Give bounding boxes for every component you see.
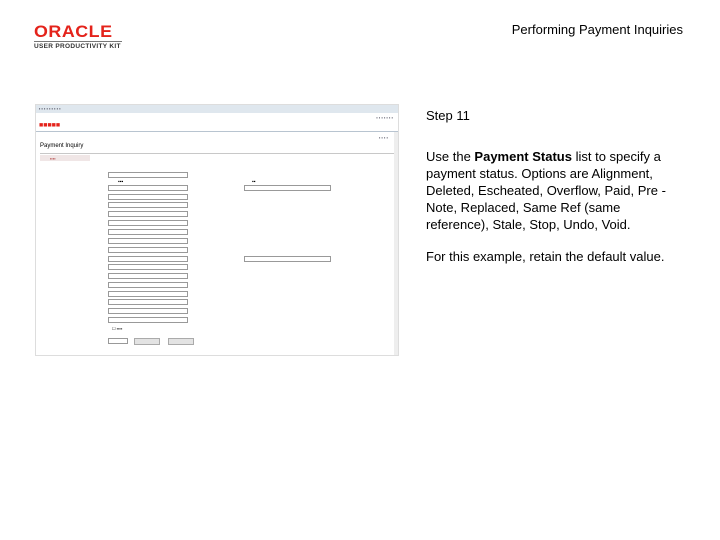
screenshot-title-rule	[40, 153, 394, 154]
screenshot-clear-button	[168, 338, 194, 345]
screenshot-breadcrumbs: ▪ ▪ ▪ ▪ ▪ ▪ ▪ ▪ ▪	[39, 106, 61, 111]
screenshot-max-rows-input	[108, 338, 128, 344]
single-payment-checkbox: ☐ ▪▪▪▪	[112, 326, 123, 331]
from-column-header: ▪▪▪	[118, 179, 124, 185]
step-instructions	[426, 148, 686, 233]
screenshot-input-6	[108, 229, 188, 235]
screenshot-input-7	[108, 238, 188, 244]
screenshot-input-1	[108, 185, 188, 191]
step-title: Step 11	[426, 108, 470, 123]
to-column-header: ▪▪	[252, 179, 256, 185]
screenshot-scrollbar	[394, 132, 398, 355]
screenshot-to-input-0	[244, 185, 331, 191]
screenshot-divider	[36, 131, 398, 132]
application-screenshot	[35, 104, 399, 356]
screenshot-input-5	[108, 220, 188, 226]
screenshot-input-13	[108, 291, 188, 297]
screenshot-input-15	[108, 308, 188, 314]
search-criteria-label: ▪▪▪▪	[50, 156, 56, 161]
screenshot-brand-logo: ■■■■■	[39, 122, 61, 129]
screenshot-input-14	[108, 299, 188, 305]
oracle-wordmark: ORACLE	[34, 22, 113, 41]
logo-subtitle: USER PRODUCTIVITY KIT	[34, 43, 121, 50]
step-note: For this example, retain the default value.	[426, 249, 665, 264]
payment-status-field-name: Payment Status	[474, 149, 572, 164]
screenshot-page-title: Payment Inquiry	[40, 143, 84, 149]
screenshot-window-links: ▪ ▪ ▪ ▪	[378, 135, 388, 140]
screenshot-input-8	[108, 247, 188, 253]
screenshot-input-16	[108, 317, 188, 323]
screenshot-input-9	[108, 256, 188, 262]
screenshot-input-2	[108, 194, 188, 200]
oracle-upk-logo	[34, 24, 126, 50]
logo-divider	[34, 41, 122, 42]
document-title: Performing Payment Inquiries	[511, 22, 683, 37]
screenshot-input-3	[108, 202, 188, 208]
screenshot-input-11	[108, 273, 188, 279]
instruction-lead-text: Use the	[426, 149, 475, 164]
screenshot-search-button	[134, 338, 160, 345]
screenshot-input-10	[108, 264, 188, 270]
search-criteria-header	[40, 155, 90, 161]
screenshot-input-12	[108, 282, 188, 288]
screenshot-menu-bar	[36, 105, 398, 113]
instruction-body-text: list to specify a payment status. Options are Alignment, Deleted, Escheated, Overflow, Paid, Pre -Note, Replaced, Same Ref (same reference), Stale, Stop, Undo, Void.	[426, 149, 666, 232]
screenshot-to-input-1	[244, 256, 331, 262]
screenshot-top-links: ▪ ▪ ▪ ▪ ▪ ▪ ▪	[376, 115, 393, 120]
screenshot-input-4	[108, 211, 188, 217]
screenshot-input-0	[108, 172, 188, 178]
